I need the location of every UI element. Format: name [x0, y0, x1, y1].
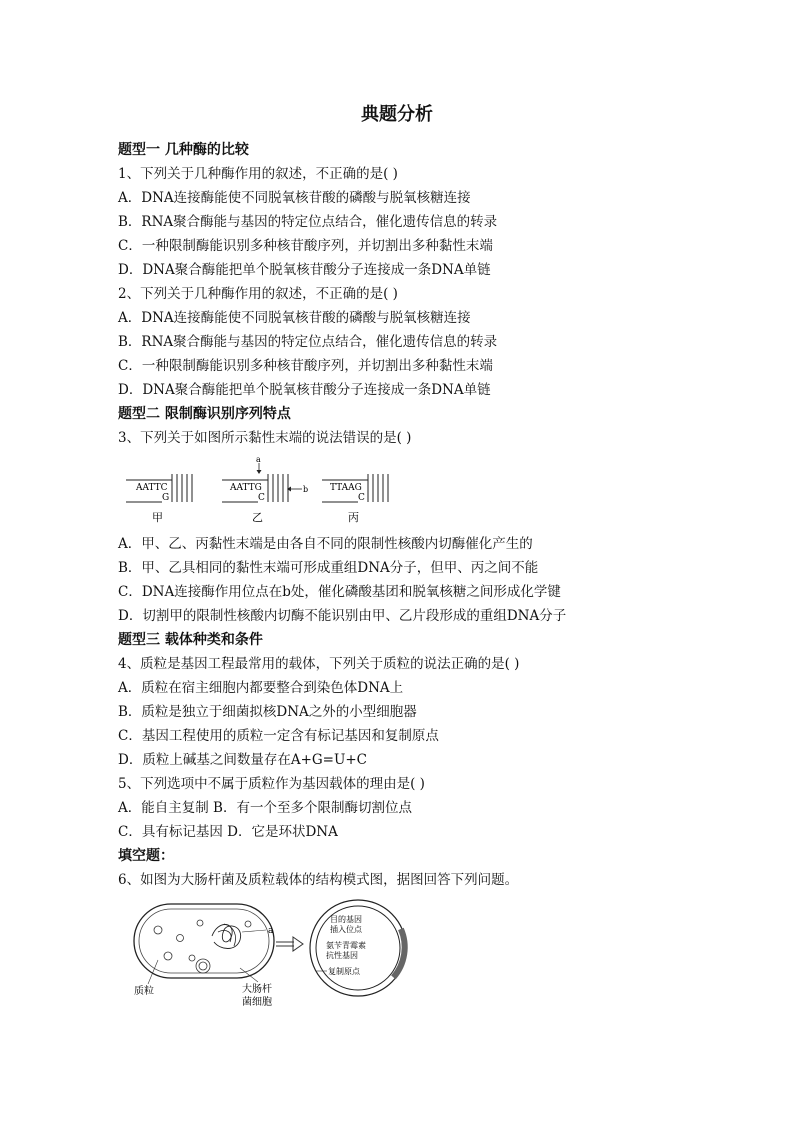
mark-a: a	[256, 455, 261, 464]
q3-stem: 3、下列关于如图所示黏性末端的说法错误的是( )	[118, 430, 412, 446]
q4-option-c: C．基因工程使用的质粒一定含有标记基因和复制原点	[118, 728, 439, 744]
q3-option-b: B．甲、乙具相同的黏性末端可形成重组DNA分子，但甲、丙之间不能	[118, 560, 539, 576]
section-heading-4: 填空题：	[118, 848, 174, 864]
q4-option-d: D．质粒上碱基之间数量存在A+G=U+C	[118, 752, 367, 768]
q5-stem: 5、下列选项中不属于质粒作为基因载体的理由是( )	[118, 776, 425, 792]
q4-stem: 4、质粒是基因工程最常用的载体，下列关于质粒的说法正确的是( )	[118, 656, 520, 672]
plasmid-vector	[310, 900, 406, 996]
q2-option-c: C．一种限制酶能识别多种核苷酸序列，并切割出多种黏性末端	[118, 358, 493, 374]
yi-complement: C	[258, 493, 265, 503]
q3-option-c: C．DNA连接酶作用位点在b处，催化磷酸基团和脱氧核糖之间形成化学键	[118, 584, 561, 600]
section-heading-1: 题型一 几种酶的比较	[118, 142, 249, 158]
ecoli-plasmid-figure	[130, 898, 420, 1010]
section-heading-3: 题型三 载体种类和条件	[118, 632, 263, 648]
q6-stem: 6、如图为大肠杆菌及质粒载体的结构模式图，据图回答下列问题。	[118, 872, 519, 888]
page-title: 典题分析	[361, 104, 433, 125]
q3-option-d: D．切割甲的限制性核酸内切酶不能识别由甲、乙片段形成的重组DNA分子	[118, 608, 567, 624]
jia-complement: G	[162, 493, 170, 503]
mark-b: b	[303, 485, 309, 494]
q5-options-cd: C．具有标记基因 D．它是环状DNA	[118, 824, 338, 840]
q3-option-a: A．甲、乙、丙黏性末端是由各自不同的限制性核酸内切酶催化产生的	[118, 536, 533, 552]
q4-option-a: A．质粒在宿主细胞内都要整合到染色体DNA上	[118, 680, 404, 696]
bing-sequence: TTAAG	[330, 483, 362, 493]
label-plasmid: 质粒	[134, 986, 154, 997]
q2-option-b: B．RNA聚合酶能与基因的特定位点结合，催化遗传信息的转录	[118, 334, 498, 350]
ring-label-insertion-1: 目的基因	[330, 915, 362, 924]
q2-option-d: D．DNA聚合酶能把单个脱氧核苷酸分子连接成一条DNA单链	[118, 382, 491, 398]
label-ecoli-1: 大肠杆	[242, 984, 272, 995]
q4-option-b: B．质粒是独立于细菌拟核DNA之外的小型细胞器	[118, 704, 417, 720]
q5-options-ab: A．能自主复制 B．有一个至多个限制酶切割位点	[118, 800, 412, 816]
bing-complement: C	[358, 493, 365, 503]
yi-sequence: AATTG	[230, 483, 262, 493]
jia-label: 甲	[152, 511, 163, 524]
label-ecoli-2: 菌细胞	[242, 997, 272, 1008]
section-heading-2: 题型二 限制酶识别序列特点	[118, 406, 291, 422]
bing-label: 丙	[348, 511, 359, 524]
q1-option-b: B．RNA聚合酶能与基因的特定位点结合，催化遗传信息的转录	[118, 214, 498, 230]
arrow-icon	[276, 937, 303, 951]
q2-option-a: A．DNA连接酶能使不同脱氧核苷酸的磷酸与脱氧核糖连接	[118, 310, 471, 326]
label-a: a	[268, 926, 274, 936]
ring-label-origin: 复制原点	[328, 967, 360, 976]
ring-label-insertion-2: 插入位点	[330, 925, 362, 934]
q1-option-c: C．一种限制酶能识别多种核苷酸序列，并切割出多种黏性末端	[118, 238, 493, 254]
q1-stem: 1、下列关于几种酶作用的叙述，不正确的是( )	[118, 166, 398, 182]
ecoli-cell	[134, 904, 274, 984]
q1-option-d: D．DNA聚合酶能把单个脱氧核苷酸分子连接成一条DNA单链	[118, 262, 491, 278]
ring-label-amp-1: 氨苄青霉素	[326, 941, 366, 950]
ring-label-amp-2: 抗性基因	[326, 951, 358, 960]
q2-stem: 2、下列关于几种酶作用的叙述，不正确的是( )	[118, 286, 398, 302]
jia-sequence: AATTC	[136, 483, 168, 493]
sticky-ends-figure	[118, 452, 418, 527]
sticky-end-jia	[126, 474, 192, 524]
sticky-end-yi	[222, 455, 308, 524]
q1-option-a: A．DNA连接酶能使不同脱氧核苷酸的磷酸与脱氧核糖连接	[118, 190, 471, 206]
yi-label: 乙	[252, 511, 263, 524]
sticky-end-bing	[322, 474, 388, 524]
